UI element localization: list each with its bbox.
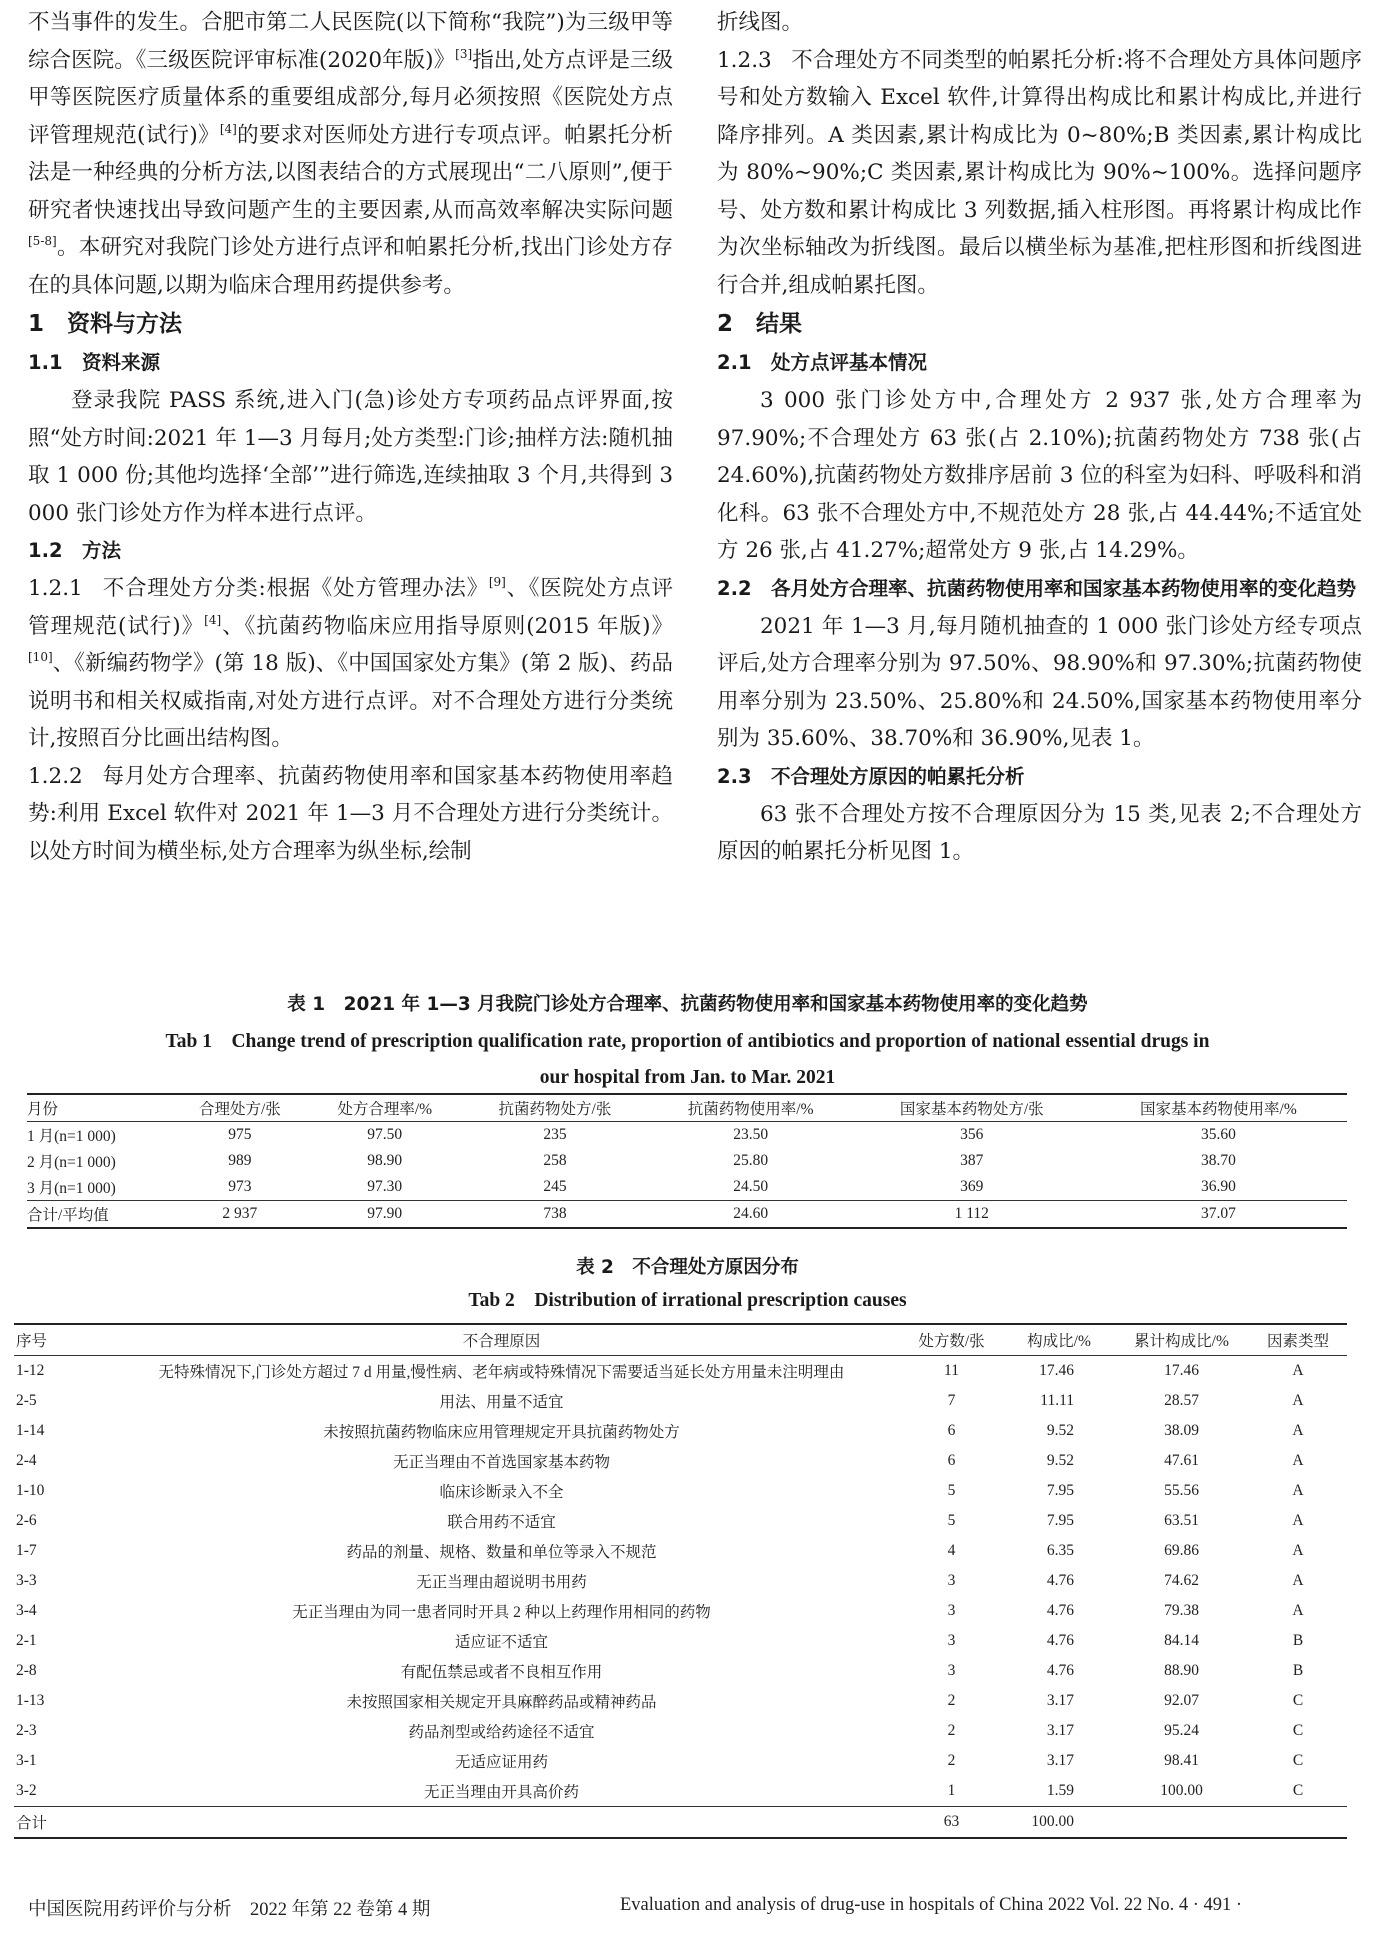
table1-cell: 2 月(n=1 000) (27, 1154, 116, 1171)
table2-cell: 11.11 (1040, 1392, 1074, 1409)
method-1-2-2-paragraph: 1.2.2 每月处方合理率、抗菌药物使用率和国家基本药物使用率趋势:利用 Excel 软件对 2021 年 1—3 月不合理处方进行分类统计。以处方时间为横坐标,处方合理率为纵坐标,绘制 (28, 763, 673, 864)
table2-cell: 100.00 (1160, 1782, 1203, 1799)
table2-cell: 2-8 (16, 1662, 37, 1679)
section-heading-2-3: 2.3 不合理处方原因的帕累托分析 (717, 764, 1025, 788)
table2-cell: 3.17 (1046, 1692, 1074, 1709)
table2-cell: 2-6 (16, 1512, 37, 1529)
table2-cell: 无特殊情况下,门诊处方超过 7 d 用量,慢性病、老年病或特殊情况下需要适当延长处方用量未注明理由 (158, 1364, 845, 1381)
table2-cell: 2 (947, 1752, 956, 1769)
table2-row (14, 1626, 1347, 1656)
table2-cell: 未按照国家相关规定开具麻醉药品或精神药品 (346, 1694, 657, 1711)
table2-cell: A (1292, 1542, 1304, 1559)
table2-total-cell (1114, 1807, 1249, 1839)
table2-cell: 17.46 (1164, 1362, 1199, 1379)
table2-row (14, 1416, 1347, 1446)
table1-cell: 38.70 (1200, 1152, 1236, 1169)
table2-cell: 2-3 (16, 1722, 37, 1739)
table2-cell: 5 (947, 1512, 956, 1529)
table2-cell: 6.35 (1046, 1542, 1074, 1559)
table2-cell: 6 (947, 1452, 956, 1469)
table2-cell: 47.61 (1164, 1452, 1199, 1469)
results-2-1-paragraph: 3 000 张门诊处方中,合理处方 2 937 张,处方合理率为 97.90%;不合理处方 63 张(占 2.10%);抗菌药物处方 738 张(占 24.60%),抗菌药物处方数排序居前 3 位的科室为妇科、呼吸科和消化科。63 张不合理处方中,不规范处方 28 张,占 44.44%;不适宜处方 26 张,占 41.27%;超常处方 9 张,占 14.29%。 (717, 388, 1362, 563)
results-2-3-paragraph: 63 张不合理处方按不合理原因分为 15 类,见表 2;不合理处方原因的帕累托分析见图 1。 (717, 801, 1362, 864)
table2-cell: 7.95 (1046, 1482, 1074, 1499)
left-column (28, 4, 673, 870)
table2-cell: 药品的剂量、规格、数量和单位等录入不规范 (346, 1544, 657, 1561)
table1-total-cell: 37.07 (1200, 1205, 1236, 1222)
table2-cell: 4.76 (1046, 1632, 1074, 1649)
table2-total-cell: 100.00 (1031, 1813, 1074, 1830)
table2-cell: 3 (947, 1662, 956, 1679)
table2-cell: A (1292, 1392, 1304, 1409)
table2-cell: 未按照抗菌药物临床应用管理规定开具抗菌药物处方 (323, 1424, 680, 1441)
method-1-2-1-paragraph: 1.2.1 不合理处方分类:根据《处方管理办法》[9]、《医院处方点评管理规范(试行)》[4]、《抗菌药物临床应用指导原则(2015 年版)》[10]、《新编药物学》(第 18 版)、《中国国家处方集》(第 2 版)、药品说明书和相关权威指南,对处方进行点评。对不合理处方进行分类统计,按照百分比画出结构图。 (28, 575, 674, 751)
table2-total-cell: 合计 (16, 1815, 48, 1832)
table2-cell: 2-1 (16, 1632, 37, 1649)
table2-row (14, 1356, 1347, 1387)
table2-cell: C (1292, 1752, 1304, 1769)
table2-cell: 4.76 (1046, 1602, 1074, 1619)
table2-header-row (14, 1324, 1347, 1356)
table2-cell: 7 (947, 1392, 956, 1409)
data-source-paragraph: 登录我院 PASS 系统,进入门(急)诊处方专项药品点评界面,按照“处方时间:2021 年 1—3 月每月;处方类型:门诊;抽样方法:随机抽取 1 000 份;其他均选择‘全部’”进行筛选,连续抽取 3 个月,共得到 3 000 张门诊处方作为样本进行点评。 (28, 388, 673, 526)
table2-cell: 药品剂型或给药途径不适宜 (408, 1724, 595, 1741)
table2-cell: 84.14 (1164, 1632, 1199, 1649)
right-column (717, 4, 1362, 871)
citation[interactable]: [4] (219, 121, 237, 136)
table2-cell: 3-2 (16, 1782, 37, 1799)
table1-cell: 235 (543, 1126, 567, 1143)
table1-column-header: 合理处方/张 (198, 1101, 281, 1118)
table2-cell: A (1292, 1512, 1304, 1529)
table2-column-header: 序号 (16, 1333, 48, 1350)
table2-total-row (14, 1807, 1347, 1839)
table2-cell: A (1292, 1602, 1304, 1619)
table2-cell: A (1292, 1422, 1304, 1439)
table2-cell: A (1292, 1482, 1304, 1499)
table2-cell: 55.56 (1164, 1482, 1199, 1499)
section-heading-1-1: 1.1 资料来源 (28, 351, 161, 374)
table2-cell: 3-1 (16, 1752, 37, 1769)
table2-cell: 9.52 (1046, 1422, 1074, 1439)
table2-cell: 1-7 (16, 1542, 37, 1559)
table1-cell: 369 (960, 1178, 984, 1195)
table1-cell: 258 (543, 1152, 567, 1169)
table1-cell: 24.50 (733, 1178, 769, 1195)
table1-column-header: 国家基本药物处方/张 (899, 1101, 1044, 1118)
table1-cell: 973 (228, 1178, 252, 1195)
table2-cell: 无适应证用药 (454, 1754, 548, 1771)
table2-cell: 2 (947, 1722, 956, 1739)
table2-cell: 无正当理由超说明书用药 (416, 1574, 587, 1591)
table1-cell: 356 (960, 1126, 984, 1143)
table2-total-cell (1249, 1807, 1347, 1839)
journal-footer-en: Evaluation and analysis of drug-use in hospitals of China 2022 Vol. 22 No. 4 · 491 · (620, 1895, 1243, 1915)
table1-column-header: 处方合理率/% (337, 1101, 433, 1118)
table2-cell: B (1292, 1632, 1304, 1649)
table2-row (14, 1536, 1347, 1566)
table1-cell: 3 月(n=1 000) (27, 1180, 116, 1197)
table2-cell: 4.76 (1046, 1572, 1074, 1589)
table1-total-cell: 2 937 (222, 1205, 258, 1222)
table1-total-row (27, 1201, 1347, 1229)
table2-cell: 79.38 (1164, 1602, 1199, 1619)
intro-paragraph: 不当事件的发生。合肥市第二人民医院(以下简称“我院”)为三级甲等综合医院。《三级医院评审标准(2020年版)》[3]指出,处方点评是三级甲等医院医疗质量体系的重要组成部分,每月必须按照《医院处方点评管理规范(试行)》[4]的要求对医师处方进行专项点评。帕累托分析法是一种经典的分析方法,以图表结合的方式展现出“二八原则”,便于研究者快速找出导致问题产生的主要因素,从而高效率解决实际问题[5-8]。本研究对我院门诊处方进行点评和帕累托分析,找出门诊处方存在的具体问题,以期为临床合理用药提供参考。 (28, 10, 673, 298)
section-heading-1-2: 1.2 方法 (28, 539, 122, 562)
results-2-2-paragraph: 2021 年 1—3 月,每月随机抽查的 1 000 张门诊处方经专项点评后,处方合理率分别为 97.50%、98.90%和 97.30%;抗菌药物使用率分别为 23.50%、25.80%和 24.50%,国家基本药物使用率分别为 35.60%、38.70%和 36.90%,见表 1。 (717, 613, 1362, 751)
table2-cell: A (1292, 1572, 1304, 1589)
method-1-2-3-paragraph: 1.2.3 不合理处方不同类型的帕累托分析:将不合理处方具体问题序号和处方数输入 Excel 软件,计算得出构成比和累计构成比,并进行降序排列。A 类因素,累计构成比为 0~80%;B 类因素,累计构成比为 80%~90%;C 类因素,累计构成比为 90%~100%。选择问题序号、处方数和累计构成比 3 列数据,插入柱形图。再将累计构成比作为次坐标轴改为折线图。最后以横坐标为基准,把柱形图和折线图进行合并,组成帕累托图。 (717, 47, 1362, 298)
table1-column-header: 抗菌药物使用率/% (687, 1101, 814, 1118)
table2-cell: 无正当理由开具高价药 (423, 1784, 579, 1801)
table2-column-header: 累计构成比/% (1134, 1333, 1229, 1350)
table2-cell: 63.51 (1164, 1512, 1199, 1529)
table1 (27, 1093, 1347, 1229)
table2-cell: 38.09 (1164, 1422, 1199, 1439)
table1-caption-cn: 表 1 2021 年 1—3 月我院门诊处方合理率、抗菌药物使用率和国家基本药物使用率的变化趋势 (287, 994, 1088, 1015)
table2-cell: 3-3 (16, 1572, 37, 1589)
table1-total-cell: 合计/平均值 (27, 1207, 109, 1224)
table1-cell: 387 (960, 1152, 984, 1169)
table1-cell: 975 (228, 1126, 252, 1143)
table2-row (14, 1746, 1347, 1776)
table1-column-header: 国家基本药物使用率/% (1140, 1101, 1297, 1118)
table2-cell: 2-5 (16, 1392, 37, 1409)
table1-row (27, 1148, 1347, 1174)
table2-cell: 74.62 (1164, 1572, 1199, 1589)
table2-total-cell (104, 1807, 899, 1839)
table2-total-cell: 63 (943, 1813, 960, 1830)
table1-cell: 245 (543, 1178, 567, 1195)
table2-cell: C (1292, 1782, 1304, 1799)
table2-cell: 7.95 (1046, 1512, 1074, 1529)
continued-paragraph: 折线图。 (717, 10, 804, 35)
table2-cell: 5 (947, 1482, 956, 1499)
table2-cell: 88.90 (1164, 1662, 1199, 1679)
citation[interactable]: [5-8] (28, 234, 57, 248)
table2-cell: 无正当理由为同一患者同时开具 2 种以上药理作用相同的药物 (292, 1604, 711, 1621)
table2-cell: 3 (947, 1602, 956, 1619)
table1-cell: 36.90 (1200, 1178, 1236, 1195)
table1-cell: 98.90 (367, 1152, 403, 1169)
table2-cell: 1.59 (1046, 1782, 1074, 1799)
table2-cell: 69.86 (1164, 1542, 1199, 1559)
section-heading-2-2: 2.2 各月处方合理率、抗菌药物使用率和国家基本药物使用率的变化趋势 (717, 576, 1357, 600)
table1-row (27, 1174, 1347, 1201)
table1-cell: 989 (228, 1152, 252, 1169)
table2-cell: 9.52 (1046, 1452, 1074, 1469)
table1-caption-en: Tab 1 Change trend of prescription qualification rate, proportion of antibiotics and proportion of national essential drugs in our hospital from Jan. to Mar. 2021 (165, 1031, 1210, 1088)
table2-caption-en: Tab 2 Distribution of irrational prescription causes (468, 1290, 907, 1311)
table2-row (14, 1716, 1347, 1746)
table2-column-header: 处方数/张 (918, 1333, 985, 1350)
table2-cell: 2-4 (16, 1452, 37, 1469)
table2-cell: 11 (944, 1362, 959, 1379)
section-heading-1: 1 资料与方法 (28, 311, 183, 337)
table2-row (14, 1776, 1347, 1807)
table2-column-header: 因素类型 (1266, 1333, 1329, 1350)
table2-cell: 3.17 (1046, 1752, 1074, 1769)
table2-cell: 1-14 (16, 1422, 45, 1439)
table2-cell: A (1292, 1452, 1304, 1469)
table1-total-cell: 24.60 (733, 1205, 769, 1222)
citation[interactable]: [4] (204, 612, 222, 627)
table2-cell: 1-10 (16, 1482, 45, 1499)
table1-total-cell: 1 112 (954, 1205, 989, 1222)
table2-row (14, 1596, 1347, 1626)
table2-cell: C (1292, 1692, 1304, 1709)
section-heading-2: 2 结果 (717, 311, 803, 337)
table2-cell: 28.57 (1164, 1392, 1199, 1409)
table2-row (14, 1686, 1347, 1716)
table2-cell: 无正当理由不首选国家基本药物 (392, 1454, 610, 1471)
table2-row (14, 1566, 1347, 1596)
table2-cell: B (1292, 1662, 1304, 1679)
table2-cell: 3 (947, 1572, 956, 1589)
table2-cell: 3-4 (16, 1602, 37, 1619)
citation[interactable]: [3] (455, 46, 473, 61)
table2-cell: 3 (947, 1632, 956, 1649)
citation[interactable]: [9] (488, 575, 506, 589)
table1-cell: 97.50 (367, 1126, 403, 1143)
journal-footer-cn: 中国医院用药评价与分析 2022 年第 22 卷第 4 期 (28, 1900, 431, 1920)
table2-caption-cn: 表 2 不合理处方原因分布 (576, 1257, 799, 1278)
table2-cell: A (1292, 1362, 1304, 1379)
table1-total-cell: 738 (543, 1205, 567, 1222)
table2-row (14, 1476, 1347, 1506)
table1-cell: 25.80 (733, 1152, 769, 1169)
table2-cell: C (1292, 1722, 1304, 1739)
citation[interactable]: [10] (28, 650, 53, 664)
table2-cell: 4.76 (1046, 1662, 1074, 1679)
table2 (14, 1323, 1347, 1839)
table2-cell: 临床诊断录入不全 (439, 1484, 564, 1501)
table2-cell: 92.07 (1164, 1692, 1199, 1709)
table2-cell: 用法、用量不适宜 (439, 1394, 564, 1411)
table1-cell: 97.30 (367, 1178, 403, 1195)
table2-cell: 95.24 (1164, 1722, 1199, 1739)
table2-row (14, 1506, 1347, 1536)
table1-cell: 35.60 (1200, 1126, 1236, 1143)
table2-cell: 6 (947, 1422, 956, 1439)
table2-cell: 适应证不适宜 (454, 1634, 548, 1651)
table2-row (14, 1656, 1347, 1686)
table1-column-header: 月份 (27, 1101, 59, 1118)
table2-cell: 1-13 (16, 1692, 45, 1709)
table2-cell: 2 (947, 1692, 956, 1709)
table2-row (14, 1386, 1347, 1416)
table2-cell: 4 (947, 1542, 956, 1559)
table2-cell: 联合用药不适宜 (447, 1514, 556, 1531)
table2-cell: 1 (947, 1782, 956, 1799)
table1-cell: 23.50 (733, 1126, 769, 1143)
table2-row (14, 1446, 1347, 1476)
table1-header-row (27, 1094, 1347, 1122)
table1-column-header: 抗菌药物处方/张 (498, 1101, 612, 1118)
table2-cell: 3.17 (1046, 1722, 1074, 1739)
table1-total-cell: 97.90 (367, 1205, 403, 1222)
table2-cell: 17.46 (1039, 1362, 1074, 1379)
table2-cell: 1-12 (16, 1362, 45, 1379)
table1-row (27, 1122, 1347, 1149)
section-heading-2-1: 2.1 处方点评基本情况 (717, 351, 928, 374)
table2-cell: 98.41 (1164, 1752, 1199, 1769)
table2-column-header: 不合理原因 (462, 1333, 541, 1350)
table2-column-header: 构成比/% (1027, 1333, 1091, 1350)
table2-cell: 有配伍禁忌或者不良相互作用 (400, 1664, 603, 1681)
table1-cell: 1 月(n=1 000) (27, 1128, 116, 1145)
